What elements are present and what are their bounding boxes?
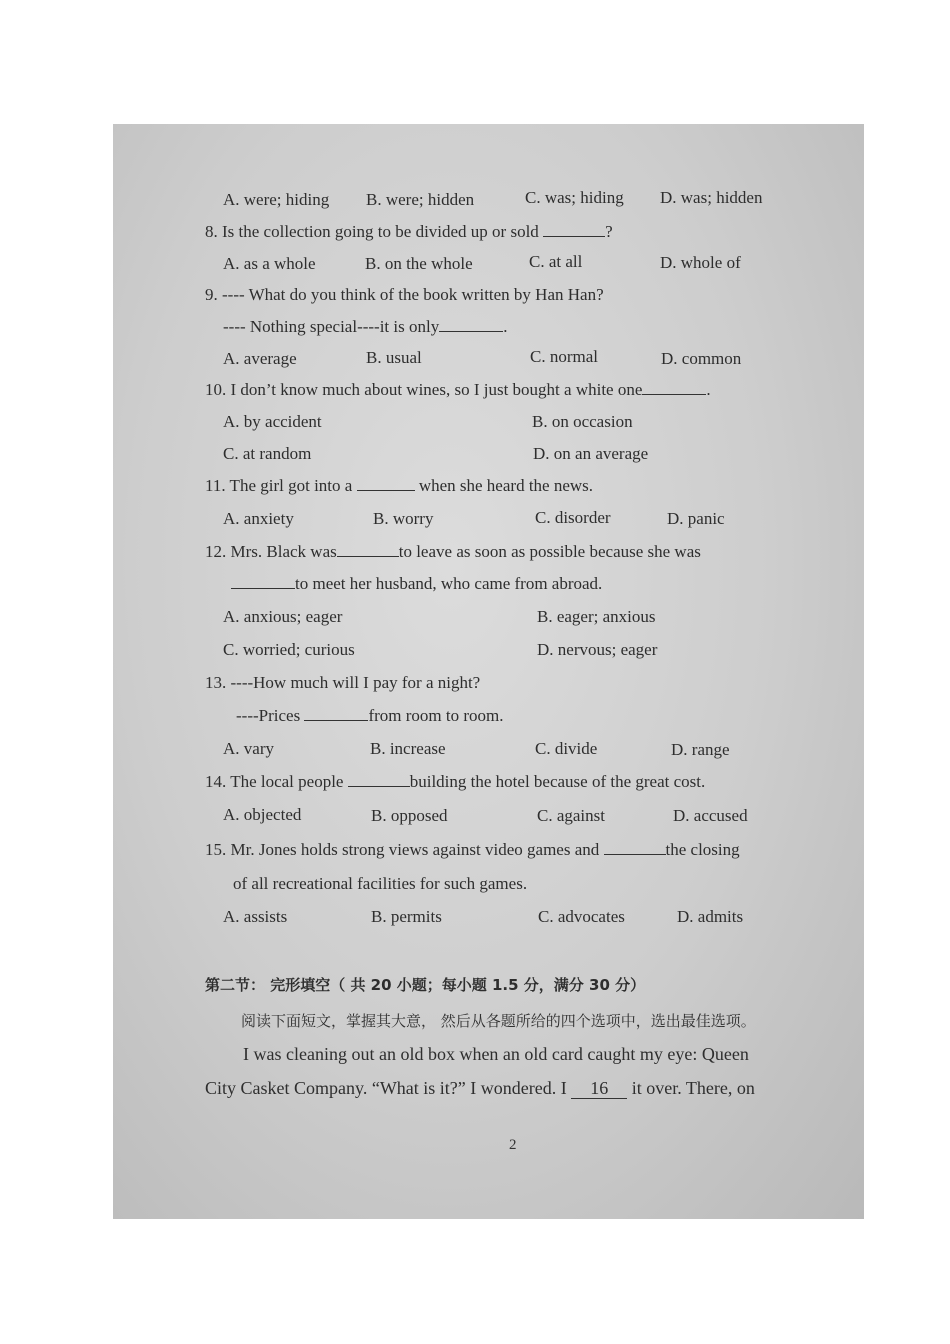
q13-reply: ----Prices from room to room. <box>236 706 504 725</box>
q9-reply: ---- Nothing special----it is only . <box>223 317 508 336</box>
q15-option-c: C. advocates <box>538 907 625 926</box>
blank-16: 16 <box>571 1078 627 1099</box>
q10-option-c: C. at random <box>223 444 312 463</box>
q15-option-d: D. admits <box>677 907 744 926</box>
q9-option-d: D. common <box>661 349 742 368</box>
q11-option-a: A. anxiety <box>223 509 294 528</box>
q12-option-b: B. eager; anxious <box>537 607 656 626</box>
q9-option-a: A. average <box>223 349 297 368</box>
q14-stem: 14. The local people building the hotel because of the great cost. <box>205 772 706 791</box>
q14-option-b: B. opposed <box>371 806 448 825</box>
q12-stem: 12. Mrs. Black was to leave as soon as possible because she was <box>205 542 701 561</box>
q13-option-c: C. divide <box>535 739 598 758</box>
q11-option-c: C. disorder <box>535 508 611 527</box>
q12-option-a: A. anxious; eager <box>223 607 343 626</box>
q14-option-d: D. accused <box>673 806 748 825</box>
scanned-page <box>113 124 864 1219</box>
q12-option-d: D. nervous; eager <box>537 640 658 659</box>
q7-option-c: C. was; hiding <box>525 188 624 207</box>
passage-line-2: City Casket Company. “What is it?” I wondered. I 16 it over. There, on <box>205 1078 755 1098</box>
q7-option-b: B. were; hidden <box>366 190 475 209</box>
q14-option-c: C. against <box>537 806 605 825</box>
q10-stem: 10. I don’t know much about wines, so I just bought a white one . <box>205 380 711 399</box>
q13-option-a: A. vary <box>223 739 274 758</box>
q8-option-b: B. on the whole <box>365 254 473 273</box>
section-heading: 第二节： 完形填空（ 共 20 小题；每小题 1.5 分，满分 30 分） <box>205 976 646 994</box>
q8-option-c: C. at all <box>529 252 583 271</box>
q15-stem-continued: of all recreational facilities for such games. <box>233 874 528 893</box>
q12-option-c: C. worried; curious <box>223 640 355 659</box>
q13-stem: 13. ----How much will I pay for a night? <box>205 673 481 692</box>
q11-option-b: B. worry <box>373 509 434 528</box>
q8-option-a: A. as a whole <box>223 254 316 273</box>
q9-option-b: B. usual <box>366 348 422 367</box>
q9-option-c: C. normal <box>530 347 598 366</box>
q11-stem: 11. The girl got into a when she heard the news. <box>205 476 594 495</box>
q12-stem-continued: to meet her husband, who came from abroad. <box>231 574 602 594</box>
q13-option-b: B. increase <box>370 739 446 758</box>
section-instruction: 阅读下面短文，掌握其大意， 然后从各题所给的四个选项中，选出最佳选项。 <box>241 1012 756 1030</box>
q10-option-a: A. by accident <box>223 412 322 431</box>
q8-option-d: D. whole of <box>660 253 741 272</box>
q15-stem: 15. Mr. Jones holds strong views against video games and the closing <box>205 840 740 859</box>
q7-option-d: D. was; hidden <box>660 188 763 207</box>
q10-option-d: D. on an average <box>533 444 649 463</box>
q15-option-a: A. assists <box>223 907 288 926</box>
q13-option-d: D. range <box>671 740 730 759</box>
q9-stem: 9. ---- What do you think of the book written by Han Han? <box>205 285 604 304</box>
q8-stem: 8. Is the collection going to be divided up or sold ? <box>205 222 613 241</box>
q14-option-a: A. objected <box>223 805 302 824</box>
page-number: 2 <box>509 1137 517 1153</box>
q11-option-d: D. panic <box>667 509 725 528</box>
passage-line-1: I was cleaning out an old box when an old card caught my eye: Queen <box>243 1044 749 1064</box>
q7-option-a: A. were; hiding <box>223 190 330 209</box>
q10-option-b: B. on occasion <box>532 412 633 431</box>
q15-option-b: B. permits <box>371 907 442 926</box>
